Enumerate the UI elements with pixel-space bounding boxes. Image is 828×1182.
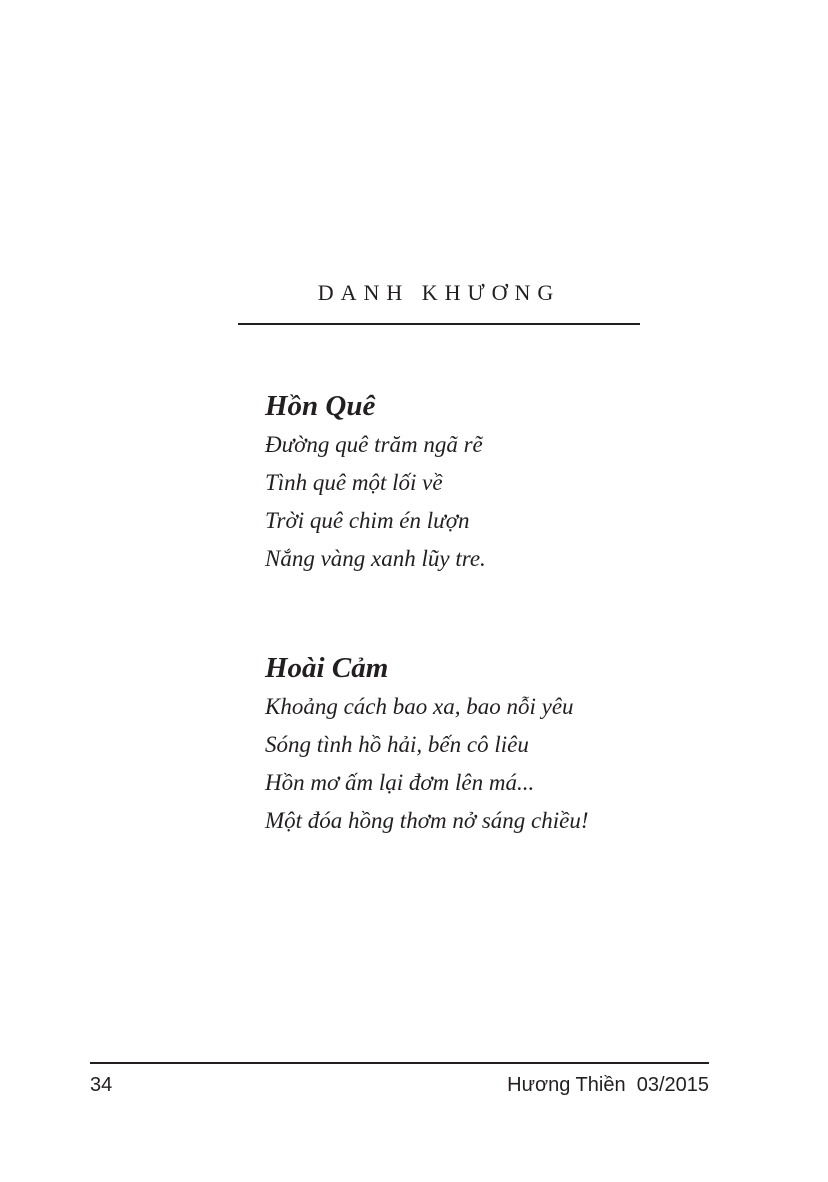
poem-line: Tình quê một lối về xyxy=(265,470,443,495)
page-number: 34 xyxy=(90,1074,113,1096)
poem-line: Khoảng cách bao xa, bao nỗi yêu xyxy=(265,694,574,719)
poem-line: Trời quê chim én lượn xyxy=(265,508,470,533)
footer-divider xyxy=(90,1062,709,1064)
poem-line: Một đóa hồng thơm nở sáng chiều! xyxy=(265,808,589,833)
poem-title: Hoài Cảm xyxy=(265,652,389,684)
author-name: DANH KHƯƠNG xyxy=(317,280,561,305)
poem-title: Hồn Quê xyxy=(265,390,376,422)
poem-line: Hồn mơ ấm lại đơm lên má... xyxy=(265,770,535,795)
footer-publication xyxy=(507,1072,709,1098)
publication-name: Hương Thiền xyxy=(507,1074,626,1096)
publication-issue: 03/2015 xyxy=(636,1074,709,1096)
poem-hon-que xyxy=(265,386,486,578)
poem-line: Sóng tình hồ hải, bến cô liêu xyxy=(265,732,529,757)
poem-line: Đường quê trăm ngã rẽ xyxy=(265,432,483,457)
poem-hoai-cam xyxy=(265,648,589,840)
author-divider xyxy=(238,323,640,325)
poem-line: Nắng vàng xanh lũy tre. xyxy=(265,546,486,571)
